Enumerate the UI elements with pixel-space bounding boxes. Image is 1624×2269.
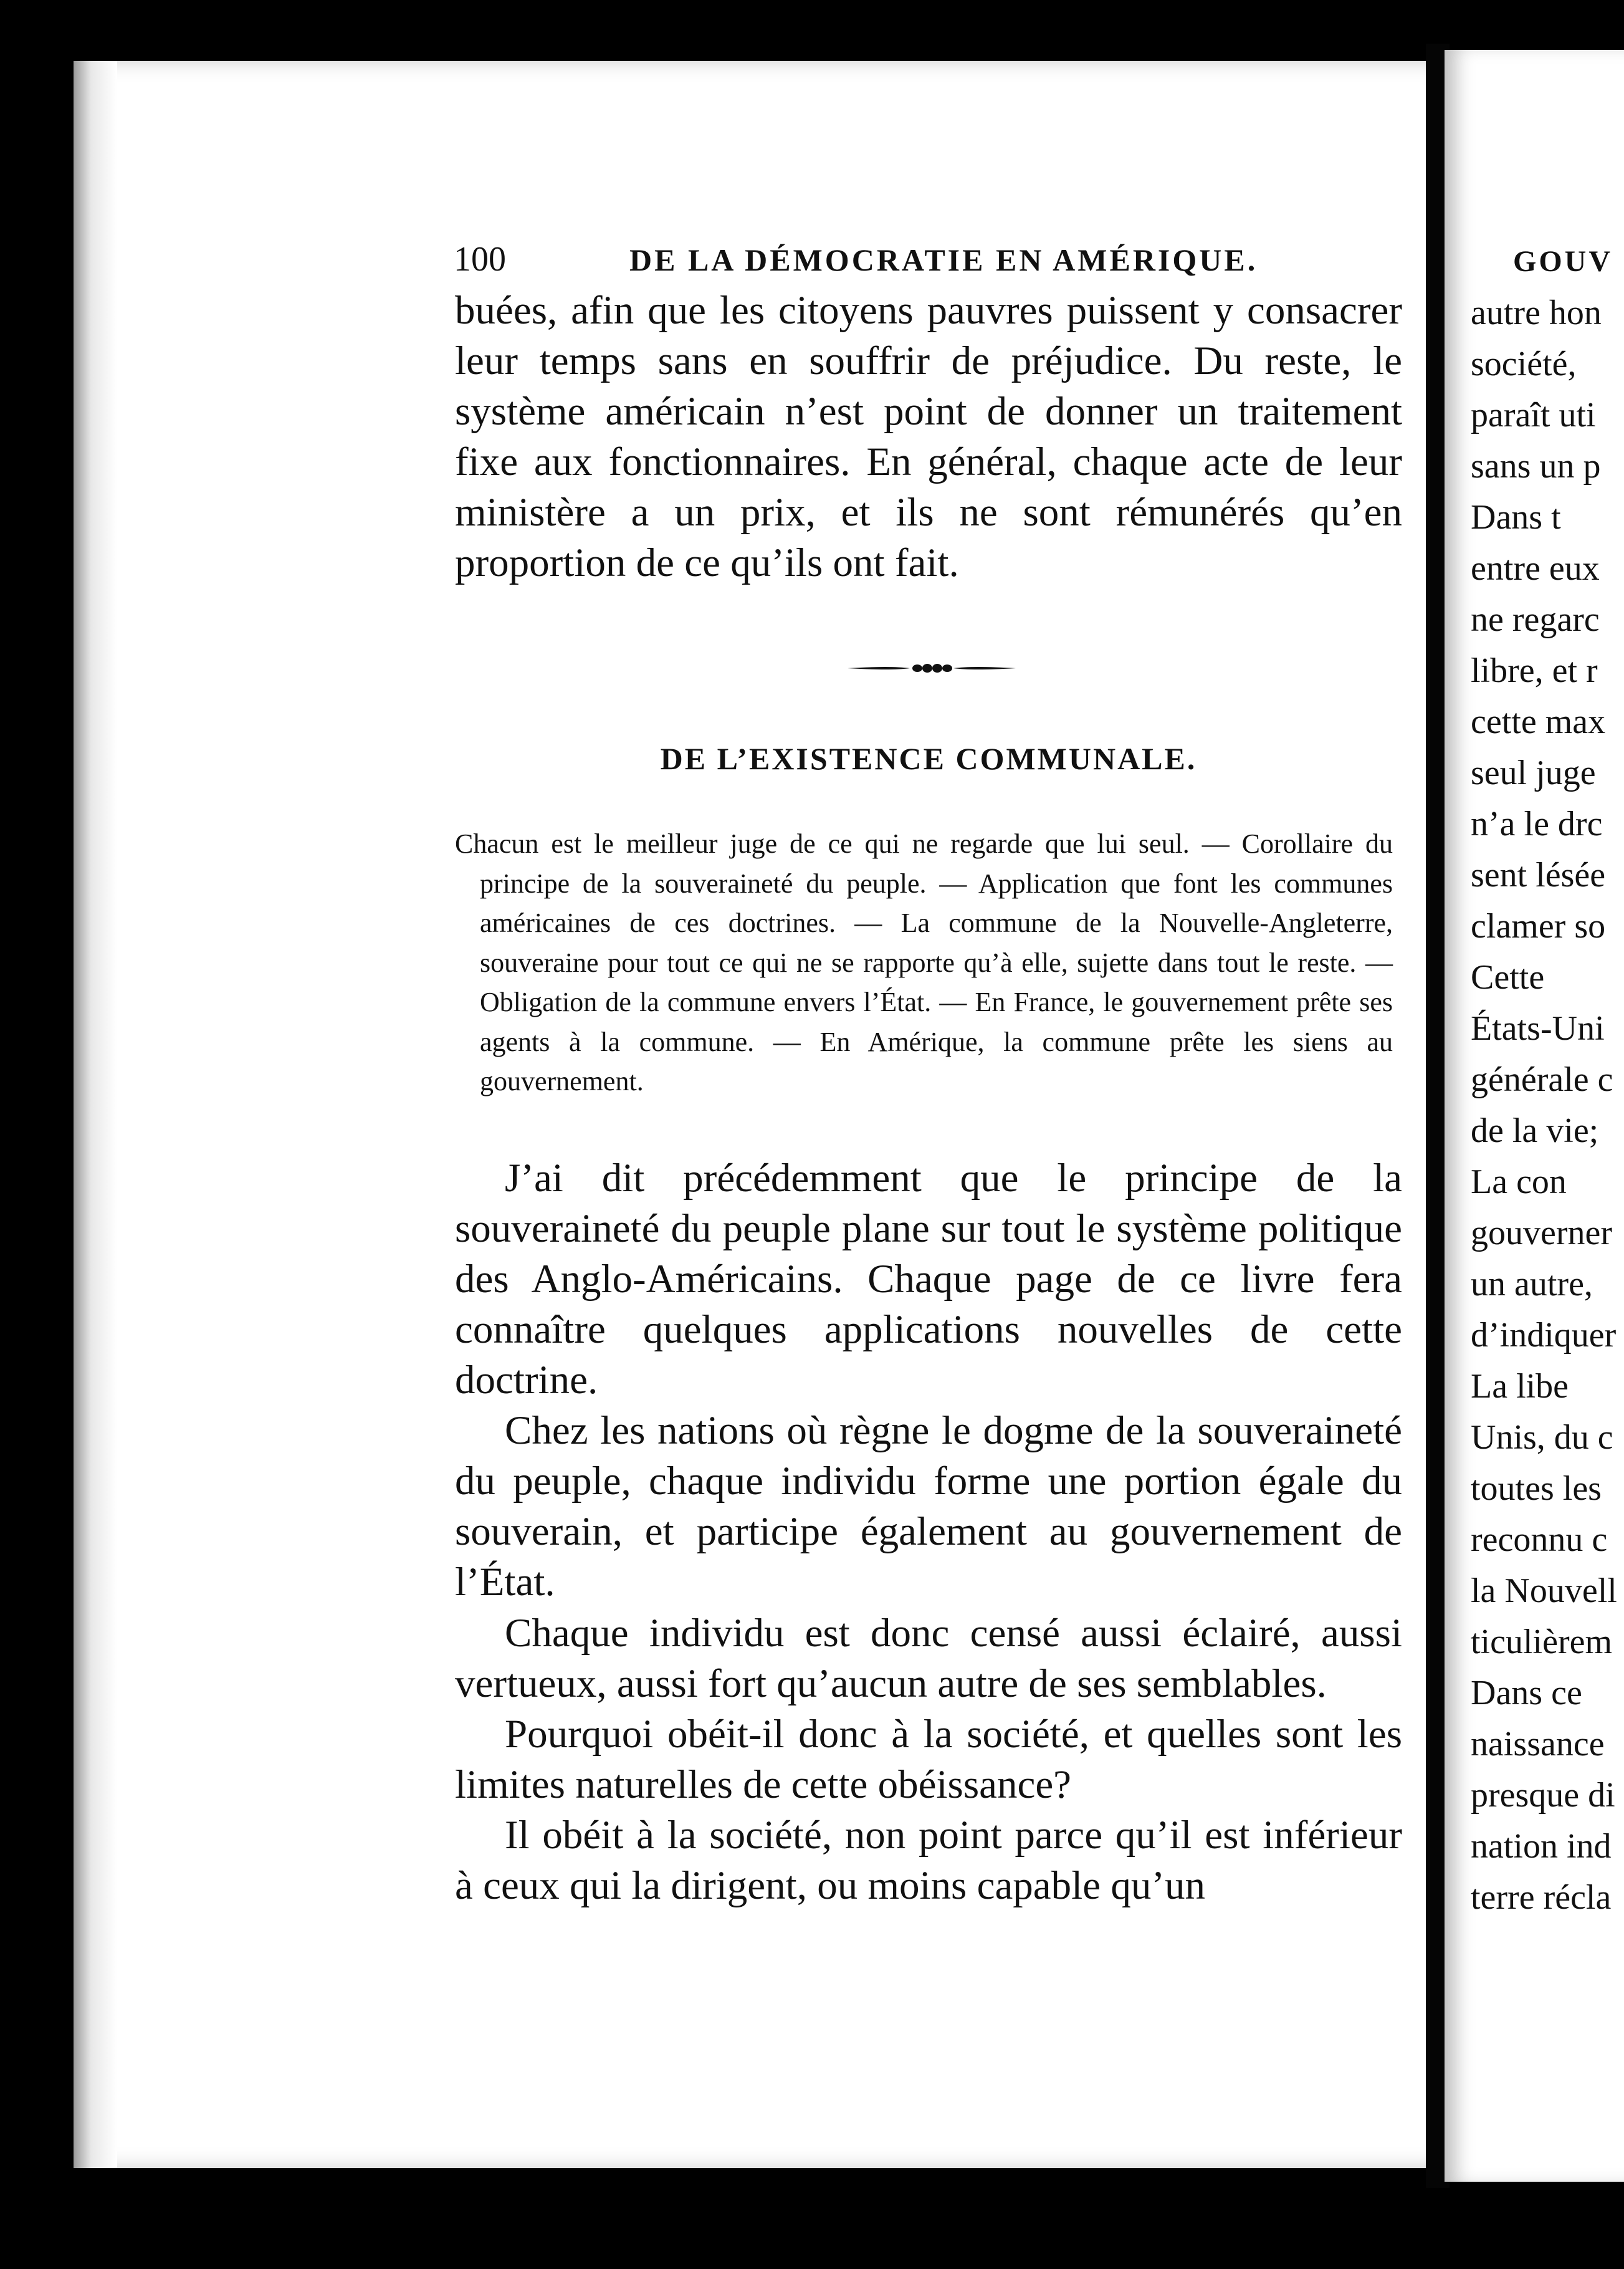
- right-page-line: sans un p: [1471, 447, 1601, 486]
- section-heading: DE L’EXISTENCE COMMUNALE.: [660, 741, 1197, 776]
- right-page-line: La libe: [1471, 1367, 1569, 1406]
- right-page-line: presque di: [1471, 1776, 1615, 1815]
- right-page-line: nation ind: [1471, 1827, 1612, 1866]
- right-page-line: d’indiquer: [1471, 1316, 1617, 1355]
- right-page-line: Dans ce: [1471, 1674, 1582, 1712]
- right-page-line: seul juge: [1471, 754, 1596, 792]
- body-paragraph-2: Chez les nations où règne le dogme de la souveraineté du peuple, chaque individu forme une portion égale du souverain, et participe également au gouvernement de l’État.: [455, 1408, 1402, 1605]
- right-page-line: La con: [1471, 1163, 1567, 1201]
- running-title: DE LA DÉMOCRATIE EN AMÉRIQUE.: [629, 242, 1258, 277]
- page-number: 100: [454, 240, 506, 279]
- right-page-line: entre eux: [1471, 549, 1600, 588]
- body-paragraph-4: Pourquoi obéit-il donc à la société, et quelles sont les limites naturelles de cette obéissance?: [455, 1712, 1402, 1807]
- right-page-line: clamer so: [1471, 907, 1606, 946]
- right-page-line: un autre,: [1471, 1265, 1593, 1303]
- body-paragraph-3: Chaque individu est donc censé aussi éclairé, aussi vertueux, aussi fort qu’aucun autre de ses semblables.: [455, 1611, 1402, 1706]
- right-page-line: générale c: [1471, 1060, 1613, 1099]
- right-page-line: toutes les: [1471, 1469, 1602, 1508]
- right-page-line: reconnu c: [1471, 1520, 1608, 1559]
- right-page-line: sent lésée: [1471, 856, 1606, 895]
- body-paragraph-5: Il obéit à la société, non point parce qu’il est inférieur à ceux qui la dirigent, ou moins capable qu’un: [455, 1813, 1402, 1908]
- body-paragraph-1: J’ai dit précédemment que le principe de la souveraineté du peuple plane sur tout le système politique des Anglo-Américains. Chaque page de ce livre fera connaître quelques applications nouvelles de cette doctrine.: [455, 1156, 1402, 1403]
- right-page-line: États-Uni: [1471, 1009, 1605, 1048]
- ornamental-rule-icon: [848, 656, 1016, 681]
- right-page-line: Cette: [1471, 958, 1545, 997]
- right-page-line: terre récla: [1471, 1878, 1612, 1917]
- right-page-line: la Nouvell: [1471, 1571, 1617, 1610]
- page-gutter-shadow: [74, 61, 117, 2168]
- opening-paragraph: buées, afin que les citoyens pauvres puissent y consacrer leur temps sans en souffrir de préjudice. Du reste, le système américain n’est point de donner un traitement fixe aux fonctionnaires. En général, chaque acte de leur ministère a un prix, et ils ne sont rémunérés qu’en proportion de ce qu’ils ont fait.: [455, 288, 1402, 585]
- right-page-line: paraît uti: [1471, 396, 1596, 434]
- section-summary: Chacun est le meilleur juge de ce qui ne regarde que lui seul. — Corollaire du principe de la souveraineté du peuple. — Application que font les communes américaines de ces doctrines. — La commune de la Nouvelle-Angleterre, souveraine pour tout ce qui ne se rapporte qu’à elle, sujette dans tout le reste. — Obligation de la commune envers l’État. — En France, le gouvernement prête ses agents à la commune. — En Amérique, la commune prête les siens au gouvernement.: [455, 828, 1393, 1096]
- right-page-line: n’a le drc: [1471, 805, 1603, 843]
- right-page-line: Dans t: [1471, 498, 1561, 537]
- right-running-head: GOUV: [1513, 245, 1613, 278]
- right-page-line: naissance: [1471, 1725, 1605, 1763]
- right-page-line: de la vie;: [1471, 1111, 1599, 1150]
- right-page-line: autre hon: [1471, 294, 1602, 332]
- right-page-line: ne regarc: [1471, 600, 1600, 639]
- right-page-line: cette max: [1471, 703, 1606, 741]
- right-page-line: ticulièrem: [1471, 1623, 1613, 1661]
- right-page-line: société,: [1471, 345, 1577, 383]
- right-page-line: libre, et r: [1471, 651, 1598, 690]
- right-page-line: gouverner: [1471, 1214, 1613, 1252]
- right-page-line: Unis, du c: [1471, 1418, 1613, 1457]
